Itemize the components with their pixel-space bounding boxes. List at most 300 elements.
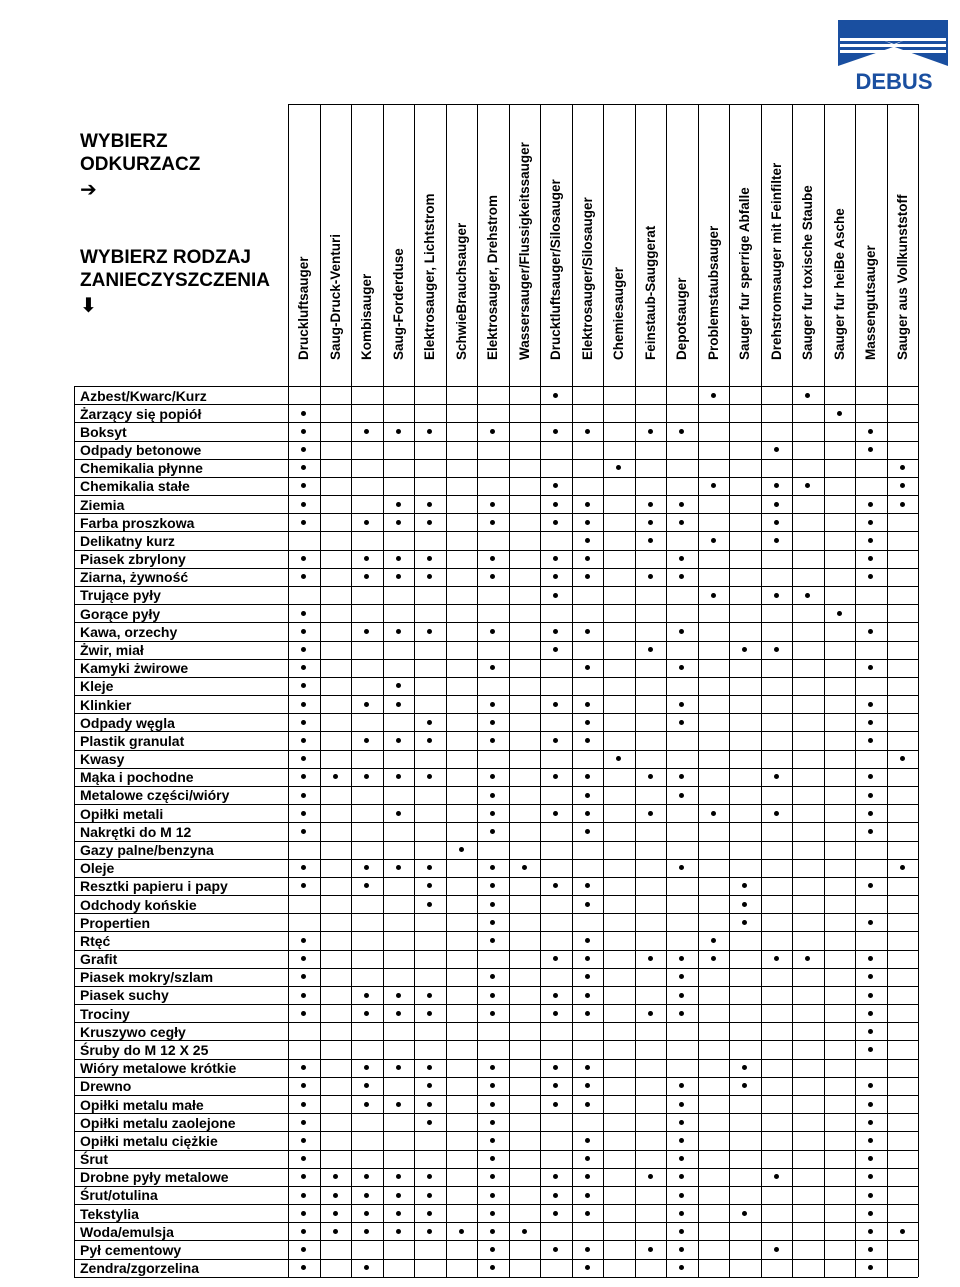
suitability-dot (427, 1193, 432, 1198)
suitability-dot (585, 793, 590, 798)
grid-line (666, 104, 667, 1277)
suitability-dot (805, 956, 810, 961)
suitability-dot (301, 465, 306, 470)
suitability-dot (774, 774, 779, 779)
suitability-dot (711, 593, 716, 598)
column-header-label: Sauger fur toxische Staube (800, 185, 815, 360)
suitability-dot (679, 502, 684, 507)
suitability-dot (553, 520, 558, 525)
suitability-dot (490, 865, 495, 870)
suitability-dot (490, 1174, 495, 1179)
suitability-dot (679, 956, 684, 961)
grid-line (74, 641, 918, 642)
grid-line (540, 104, 541, 1277)
grid-line (729, 104, 730, 1277)
suitability-dot (301, 1065, 306, 1070)
grid-line (446, 104, 447, 1277)
row-label: Ziemia (80, 497, 125, 513)
grid-line (383, 104, 384, 1277)
suitability-dot (553, 593, 558, 598)
suitability-dot (585, 574, 590, 579)
suitability-dot (490, 829, 495, 834)
suitability-dot (900, 865, 905, 870)
grid-line (74, 477, 918, 478)
grid-line (477, 104, 478, 1277)
suitability-dot (301, 720, 306, 725)
suitability-dot (427, 1174, 432, 1179)
row-label: Odpady betonowe (80, 442, 202, 458)
suitability-dot (301, 520, 306, 525)
suitability-dot (427, 1229, 432, 1234)
suitability-dot (900, 756, 905, 761)
suitability-dot (553, 647, 558, 652)
suitability-dot (679, 429, 684, 434)
grid-line (74, 695, 918, 696)
row-label: Trujące pyły (80, 587, 161, 603)
suitability-dot (301, 1211, 306, 1216)
suitability-dot (679, 629, 684, 634)
suitability-dot (364, 1102, 369, 1107)
suitability-dot (553, 393, 558, 398)
suitability-dot (900, 1229, 905, 1234)
suitability-dot (585, 774, 590, 779)
suitability-dot (364, 1065, 369, 1070)
suitability-dot (868, 920, 873, 925)
row-label: Chemikalia płynne (80, 460, 203, 476)
suitability-dot (742, 920, 747, 925)
suitability-dot (364, 738, 369, 743)
suitability-dot (679, 1211, 684, 1216)
grid-line (887, 104, 888, 1277)
suitability-dot (868, 1156, 873, 1161)
grid-line (74, 568, 918, 569)
suitability-dot (648, 574, 653, 579)
suitability-dot (711, 483, 716, 488)
suitability-dot (396, 574, 401, 579)
suitability-dot (301, 1102, 306, 1107)
suitability-dot (301, 829, 306, 834)
suitability-dot (679, 1120, 684, 1125)
suitability-dot (396, 683, 401, 688)
suitability-dot (868, 574, 873, 579)
grid-line (74, 1004, 918, 1005)
row-label: Chemikalia stałe (80, 478, 190, 494)
suitability-dot (301, 738, 306, 743)
suitability-dot (301, 756, 306, 761)
suitability-dot (364, 883, 369, 888)
grid-line (74, 931, 918, 932)
suitability-dot (553, 883, 558, 888)
suitability-dot (648, 502, 653, 507)
suitability-dot (301, 1156, 306, 1161)
suitability-dot (364, 1174, 369, 1179)
suitability-dot (301, 1011, 306, 1016)
suitability-dot (774, 593, 779, 598)
grid-line (288, 104, 289, 1277)
row-label: Farba proszkowa (80, 515, 195, 531)
suitability-dot (868, 556, 873, 561)
suitability-dot (301, 1247, 306, 1252)
grid-line (74, 750, 918, 751)
suitability-dot (301, 483, 306, 488)
suitability-dot (459, 847, 464, 852)
suitability-dot (742, 902, 747, 907)
suitability-dot (868, 429, 873, 434)
suitability-dot (585, 538, 590, 543)
suitability-dot (868, 1083, 873, 1088)
suitability-dot (679, 774, 684, 779)
grid-line (918, 104, 919, 1277)
suitability-dot (396, 993, 401, 998)
column-header-label: Sauger fur heiBe Asche (832, 208, 847, 360)
suitability-dot (490, 1211, 495, 1216)
suitability-dot (522, 1229, 527, 1234)
suitability-dot (364, 520, 369, 525)
suitability-dot (679, 993, 684, 998)
suitability-dot (679, 720, 684, 725)
suitability-dot (364, 1083, 369, 1088)
suitability-dot (742, 1211, 747, 1216)
suitability-dot (679, 665, 684, 670)
suitability-dot (585, 1265, 590, 1270)
suitability-dot (868, 1247, 873, 1252)
grid-line (351, 104, 352, 1277)
suitability-dot (490, 1065, 495, 1070)
suitability-dot (396, 702, 401, 707)
suitability-dot (301, 1229, 306, 1234)
grid-line (509, 104, 510, 1277)
suitability-dot (868, 538, 873, 543)
suitability-dot (585, 429, 590, 434)
column-header-label: Wassersauger/Flussigkeitssauger (517, 142, 532, 360)
suitability-dot (868, 520, 873, 525)
suitability-dot (900, 465, 905, 470)
suitability-dot (553, 1102, 558, 1107)
suitability-dot (427, 902, 432, 907)
suitability-dot (364, 429, 369, 434)
arrow-down-icon: ⬇ (80, 295, 97, 317)
suitability-dot (585, 1174, 590, 1179)
suitability-dot (868, 1265, 873, 1270)
suitability-dot (301, 429, 306, 434)
suitability-dot (490, 720, 495, 725)
suitability-dot (396, 629, 401, 634)
suitability-dot (711, 811, 716, 816)
suitability-dot (837, 411, 842, 416)
row-label: Drewno (80, 1078, 132, 1094)
row-label: Metalowe części/wióry (80, 787, 230, 803)
suitability-dot (301, 1138, 306, 1143)
column-header-label: Depotsauger (674, 277, 689, 360)
row-label: Żwir, miał (80, 642, 144, 658)
suitability-dot (301, 1265, 306, 1270)
suitability-dot (301, 629, 306, 634)
suitability-dot (490, 774, 495, 779)
grid-line (74, 513, 918, 514)
suitability-dot (553, 811, 558, 816)
suitability-dot (427, 738, 432, 743)
suitability-dot (711, 538, 716, 543)
suitability-dot (774, 502, 779, 507)
suitability-dot (868, 1102, 873, 1107)
suitability-dot (868, 629, 873, 634)
suitability-dot (427, 1065, 432, 1070)
row-label: Śruby do M 12 X 25 (80, 1042, 209, 1058)
suitability-dot (868, 502, 873, 507)
suitability-dot (364, 1229, 369, 1234)
suitability-dot (805, 483, 810, 488)
suitability-dot (396, 502, 401, 507)
row-label: Zendra/zgorzelina (80, 1260, 200, 1276)
column-header-label: Kombisauger (359, 273, 374, 360)
suitability-dot (396, 738, 401, 743)
suitability-dot (490, 1011, 495, 1016)
suitability-dot (553, 774, 558, 779)
suitability-dot (427, 574, 432, 579)
row-label: Piasek suchy (80, 987, 169, 1003)
suitability-dot (711, 938, 716, 943)
grid-line (74, 1240, 918, 1241)
suitability-dot (553, 556, 558, 561)
suitability-dot (553, 1174, 558, 1179)
suitability-dot (427, 556, 432, 561)
column-header-label: Saug-Druck-Venturi (328, 233, 343, 360)
suitability-dot (396, 1065, 401, 1070)
suitability-dot (333, 1229, 338, 1234)
suitability-dot (396, 1174, 401, 1179)
suitability-dot (301, 502, 306, 507)
suitability-dot (774, 1247, 779, 1252)
suitability-dot (427, 502, 432, 507)
suitability-dot (868, 1120, 873, 1125)
grid-line (74, 386, 75, 1277)
suitability-dot (301, 647, 306, 652)
suitability-dot (333, 1211, 338, 1216)
suitability-dot (396, 429, 401, 434)
suitability-dot (364, 865, 369, 870)
suitability-dot (774, 956, 779, 961)
grid-line (572, 104, 573, 1277)
suitability-dot (490, 1265, 495, 1270)
suitability-dot (459, 1229, 464, 1234)
suitability-dot (364, 1265, 369, 1270)
suitability-dot (648, 1247, 653, 1252)
suitability-dot (585, 1247, 590, 1252)
row-label: Śrut/otulina (80, 1187, 158, 1203)
suitability-dot (648, 774, 653, 779)
grid-line (74, 859, 918, 860)
column-header-label: Chemiesauger (611, 266, 626, 360)
suitability-dot (679, 974, 684, 979)
grid-line (74, 550, 918, 551)
row-label: Kawa, orzechy (80, 624, 178, 640)
suitability-dot (585, 520, 590, 525)
suitability-dot (490, 1247, 495, 1252)
suitability-dot (585, 665, 590, 670)
row-label: Opiłki metali (80, 806, 164, 822)
suitability-dot (396, 556, 401, 561)
grid-line (74, 1022, 918, 1023)
suitability-dot (427, 429, 432, 434)
suitability-dot (490, 556, 495, 561)
suitability-dot (585, 974, 590, 979)
suitability-dot (490, 665, 495, 670)
suitability-dot (679, 702, 684, 707)
suitability-dot (868, 956, 873, 961)
suitability-dot (648, 520, 653, 525)
grid-line (761, 104, 762, 1277)
suitability-dot (490, 793, 495, 798)
suitability-dot (868, 993, 873, 998)
suitability-dot (679, 1193, 684, 1198)
suitability-dot (490, 1229, 495, 1234)
suitability-dot (679, 574, 684, 579)
suitability-dot (301, 811, 306, 816)
suitability-dot (774, 538, 779, 543)
suitability-dot (364, 1211, 369, 1216)
suitability-dot (333, 774, 338, 779)
row-label: Plastik granulat (80, 733, 185, 749)
suitability-dot (616, 756, 621, 761)
suitability-dot (301, 883, 306, 888)
column-header-label: SchwieBrauchsauger (454, 222, 469, 360)
row-label: Nakrętki do M 12 (80, 824, 192, 840)
suitability-dot (648, 811, 653, 816)
suitability-dot (868, 1193, 873, 1198)
suitability-dot (900, 502, 905, 507)
row-label: Piasek zbrylony (80, 551, 186, 567)
suitability-dot (711, 393, 716, 398)
column-header-label: Elektrosauger/Silosauger (580, 197, 595, 360)
suitability-dot (490, 1193, 495, 1198)
suitability-dot (868, 720, 873, 725)
row-label: Trociny (80, 1006, 130, 1022)
grid-line (74, 659, 918, 660)
suitability-dot (585, 1193, 590, 1198)
suitability-dot (396, 1011, 401, 1016)
suitability-dot (585, 1156, 590, 1161)
suitability-dot (427, 1120, 432, 1125)
suitability-dot (301, 774, 306, 779)
suitability-dot (553, 702, 558, 707)
suitability-dot (648, 1011, 653, 1016)
suitability-dot (490, 883, 495, 888)
suitability-dot (490, 429, 495, 434)
suitability-dot (490, 1102, 495, 1107)
suitability-dot (868, 1047, 873, 1052)
suitability-dot (679, 520, 684, 525)
suitability-dot (585, 883, 590, 888)
grid-line (74, 1077, 918, 1078)
suitability-dot (868, 1138, 873, 1143)
suitability-dot (396, 1211, 401, 1216)
suitability-dot (553, 1011, 558, 1016)
suitability-dot (679, 793, 684, 798)
suitability-dot (868, 702, 873, 707)
grid-line (74, 586, 918, 587)
suitability-dot (490, 629, 495, 634)
suitability-dot (490, 520, 495, 525)
suitability-dot (742, 647, 747, 652)
suitability-dot (648, 538, 653, 543)
suitability-dot (679, 1247, 684, 1252)
suitability-dot (868, 1174, 873, 1179)
row-label: Tekstylia (80, 1206, 139, 1222)
suitability-dot (301, 993, 306, 998)
suitability-dot (868, 774, 873, 779)
suitability-dot (648, 647, 653, 652)
row-label: Odchody końskie (80, 897, 197, 913)
suitability-dot (868, 1229, 873, 1234)
suitability-dot (805, 593, 810, 598)
grid-line (603, 104, 604, 1277)
suitability-dot (427, 520, 432, 525)
suitability-dot (553, 574, 558, 579)
suitability-dot (774, 1174, 779, 1179)
suitability-dot (301, 974, 306, 979)
suitability-dot (427, 1011, 432, 1016)
suitability-dot (585, 902, 590, 907)
row-label: Odpady węgla (80, 715, 175, 731)
row-label: Drobne pyły metalowe (80, 1169, 229, 1185)
suitability-dot (585, 938, 590, 943)
suitability-dot (427, 865, 432, 870)
column-header-label: Drehstromsauger mit Feinfilter (769, 162, 784, 360)
grid-line (74, 1259, 918, 1260)
suitability-dot (679, 1265, 684, 1270)
suitability-dot (427, 774, 432, 779)
grid-line (74, 986, 918, 987)
suitability-dot (301, 1083, 306, 1088)
suitability-dot (490, 1120, 495, 1125)
suitability-dot (427, 1102, 432, 1107)
suitability-dot (427, 883, 432, 888)
grid-line (824, 104, 825, 1277)
row-label: Kwasy (80, 751, 125, 767)
grid-line (74, 713, 918, 714)
suitability-dot (427, 1211, 432, 1216)
suitability-dot (868, 1011, 873, 1016)
suitability-dot (333, 1174, 338, 1179)
suitability-dot (364, 774, 369, 779)
suitability-dot (364, 1011, 369, 1016)
suitability-dot (490, 974, 495, 979)
suitability-dot (679, 1011, 684, 1016)
suitability-dot (490, 938, 495, 943)
row-label: Rtęć (80, 933, 111, 949)
row-label: Piasek mokry/szlam (80, 969, 214, 985)
suitability-dot (490, 574, 495, 579)
suitability-dot (774, 483, 779, 488)
suitability-dot (900, 483, 905, 488)
suitability-dot (553, 956, 558, 961)
row-label: Gazy palne/benzyna (80, 842, 214, 858)
column-header-label: Sauger fur sperrige Abfalle (737, 187, 752, 360)
suitability-dot (427, 720, 432, 725)
grid-line (74, 622, 918, 623)
row-label: Kruszywo cegły (80, 1024, 186, 1040)
suitability-dot (679, 865, 684, 870)
suitability-dot (396, 1102, 401, 1107)
row-label: Mąka i pochodne (80, 769, 194, 785)
suitability-dot (774, 447, 779, 452)
suitability-dot (774, 647, 779, 652)
row-label: Śrut (80, 1151, 108, 1167)
suitability-dot (396, 1193, 401, 1198)
row-label: Azbest/Kwarc/Kurz (80, 388, 207, 404)
suitability-dot (585, 629, 590, 634)
suitability-dot (585, 811, 590, 816)
